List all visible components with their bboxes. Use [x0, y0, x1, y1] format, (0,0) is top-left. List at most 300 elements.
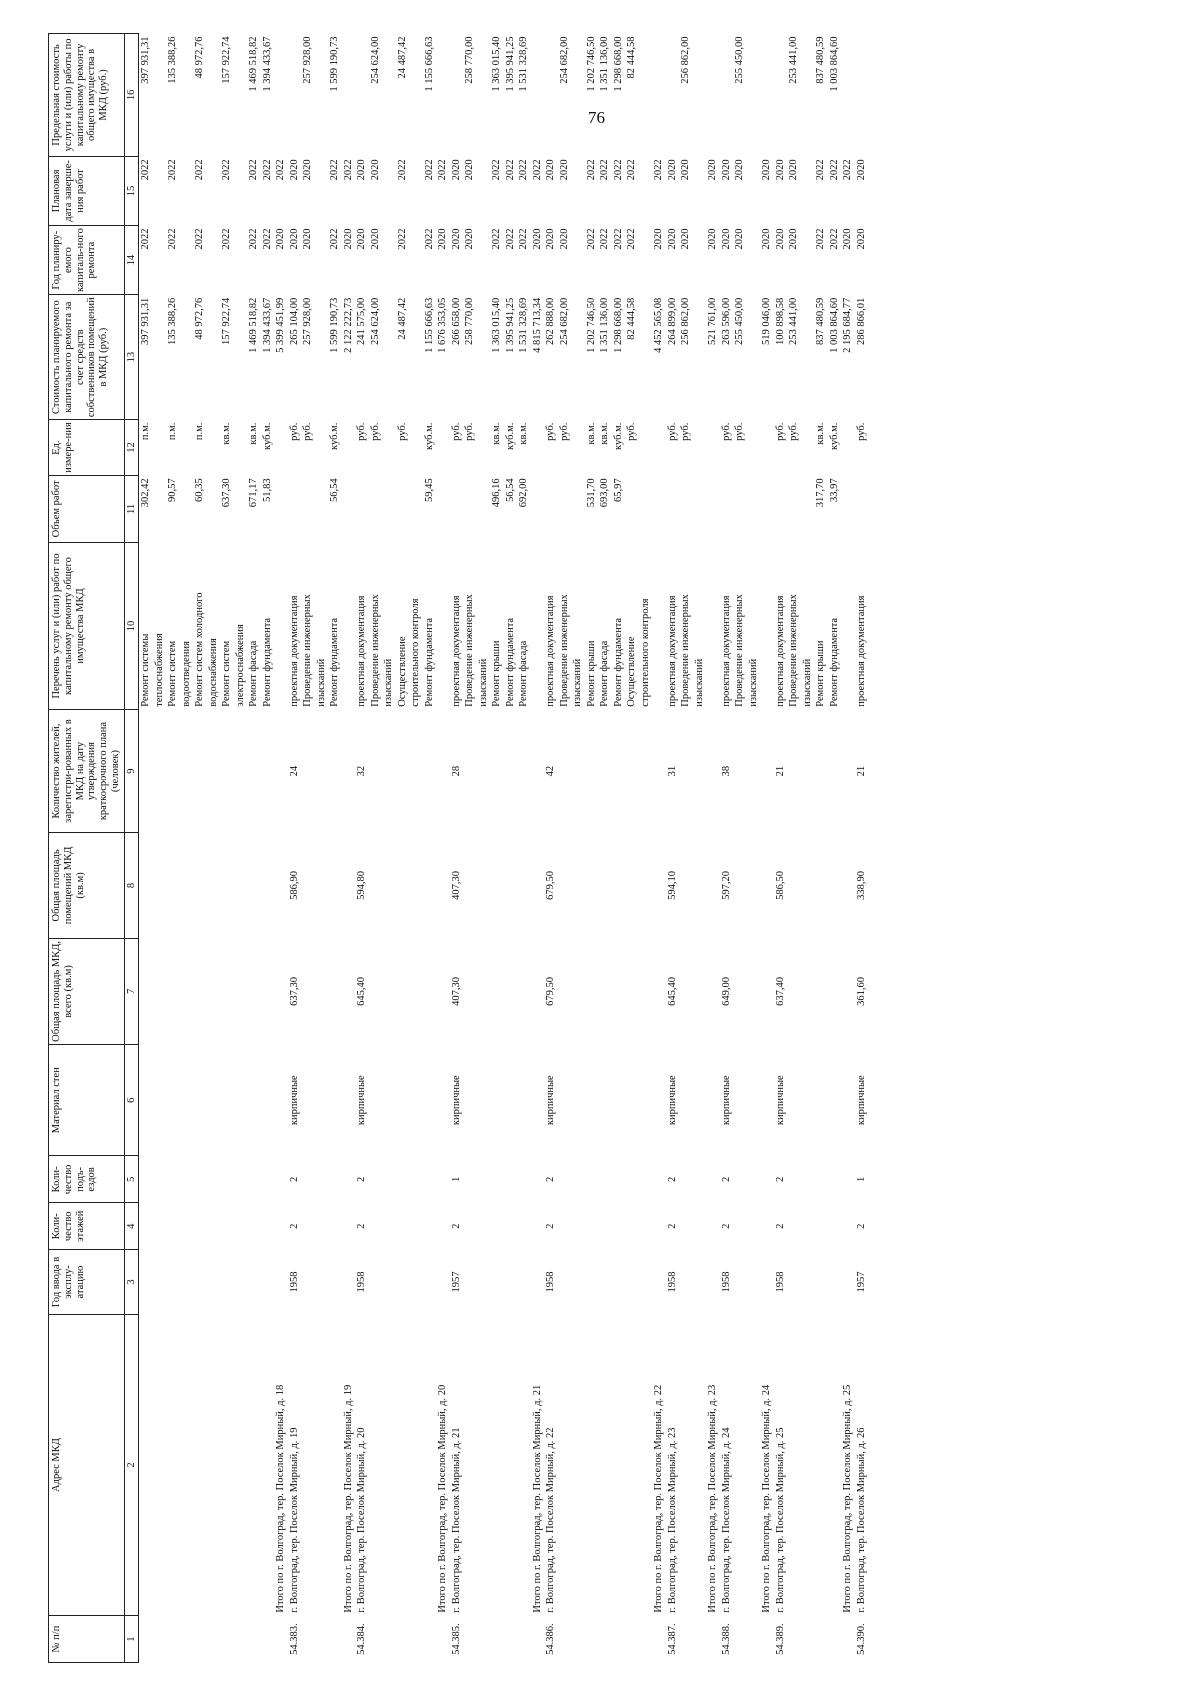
column-number-row [124, 34, 139, 1663]
colnum-12: 12 [124, 420, 139, 476]
address-cell: Итого по г. Волгоград, тер. Поселок Мирный, д. 25 [842, 1384, 854, 1613]
repair-year-cell: 2020 [707, 228, 719, 250]
repair-year-cell: 2020 2020 2022 2022 2022 2022 [545, 228, 638, 250]
unit-cell [706, 420, 720, 476]
completion-date-cell: 2022 [531, 159, 543, 181]
header-num: № п/п [49, 1616, 125, 1663]
address-cell: г. Волгоград, тер. Поселок Мирный, д. 21 [450, 1427, 462, 1613]
volume-cell: 59,45 [423, 478, 435, 503]
volume-cell [531, 475, 545, 542]
residents-cell: 31 [666, 765, 678, 777]
colnum-16: 16 [124, 34, 139, 157]
year-built-cell [706, 1250, 720, 1315]
address-cell: Итого по г. Волгоград, тер. Поселок Мирный, д. 23 [707, 1384, 719, 1613]
volume-cell: 56,54 [329, 478, 341, 503]
entrances-cell: 1 [855, 1176, 867, 1183]
wall-material-cell: кирпичные [720, 1075, 732, 1126]
table-row [855, 34, 869, 1663]
limit-cost-cell [274, 34, 288, 157]
volume-cell [841, 475, 855, 542]
completion-date-cell: 2020 2020 [666, 159, 692, 181]
volume-cell: 496,16 56,54 692,00 [491, 478, 530, 508]
limit-cost-cell [706, 34, 720, 157]
premises-area-cell [139, 832, 275, 938]
wall-material-cell: кирпичные [450, 1075, 462, 1126]
address-cell: Итого по г. Волгоград, тер. Поселок Мирный, д. 20 [437, 1384, 449, 1613]
volume-cell [436, 475, 450, 542]
total-area-cell [652, 938, 666, 1044]
completion-date-cell: 2020 2020 2022 2022 2022 [450, 159, 530, 181]
completion-date-cell: 2020 2020 2022 2022 2022 2022 [545, 159, 638, 181]
wall-material-cell [652, 1044, 666, 1156]
entrances-cell [706, 1156, 720, 1203]
table-body [139, 34, 869, 1663]
premises-area-cell [652, 832, 666, 938]
cost-cell: 1 676 353,05 [437, 297, 449, 353]
entrances-cell: 2 [545, 1176, 557, 1183]
completion-date-cell: 2022 [275, 159, 287, 181]
repair-year-cell: 2020 2020 [720, 228, 746, 250]
repair-year-cell: 2020 [531, 228, 543, 250]
header-total-area: Общая площадь МКД, всего (кв.м) [49, 938, 125, 1044]
year-built-cell: 1958 [720, 1271, 732, 1293]
unit-cell: руб. руб. [666, 422, 692, 441]
colnum-5: 5 [124, 1156, 139, 1203]
entrances-cell [342, 1156, 356, 1203]
header-row [49, 34, 125, 1663]
completion-date-cell: 2020 2020 2022 2022 [774, 159, 840, 181]
limit-cost-cell: 257 928,00 1 599 190,73 [302, 36, 341, 92]
unit-cell [652, 420, 666, 476]
wall-material-cell [342, 1044, 356, 1156]
wall-material-cell [274, 1044, 288, 1156]
volume-cell [342, 475, 356, 542]
unit-cell: руб. руб. руб. куб.м. [356, 422, 435, 450]
wall-material-cell: кирпичные [855, 1075, 867, 1126]
entrances-cell [436, 1156, 450, 1203]
header-cost: Стоимость планируемого капитального ремонта за счет средств собственников помещений в МКД (руб.) [49, 295, 125, 420]
volume-cell [274, 475, 288, 542]
unit-cell [531, 420, 545, 476]
table-row [342, 34, 356, 1663]
floors-cell: 2 [666, 1223, 678, 1229]
table-row [288, 34, 342, 1663]
limit-cost-cell: 253 441,00 837 480,59 1 003 864,60 [788, 36, 840, 92]
works-list-cell: проектная документация Проведение инженерных изысканий Ремонт крыши Ремонт фундамента [774, 594, 840, 707]
total-area-cell: 679,50 [545, 976, 557, 1006]
residents-cell: 24 [288, 765, 300, 777]
year-built-cell [342, 1250, 356, 1315]
unit-cell: п.м. п.м. п.м. кв.м. кв.м. куб.м. [140, 422, 273, 450]
limit-cost-cell: 258 770,00 1 363 015,40 1 395 941,25 1 531 328,69 [464, 36, 530, 92]
wall-material-cell [139, 1044, 275, 1156]
year-built-cell [652, 1250, 666, 1315]
completion-date-cell: 2020 2020 [720, 159, 746, 181]
works-list-cell: проектная документация Проведение инженерных изысканий Ремонт фундамента [288, 594, 341, 707]
repair-year-cell: 2020 2020 2022 [288, 228, 341, 250]
floors-cell: 2 [774, 1223, 786, 1229]
wall-material-cell [531, 1044, 545, 1156]
unit-cell: руб. [855, 422, 867, 441]
table-row [706, 34, 720, 1663]
unit-cell: руб. руб. куб.м. [288, 422, 341, 450]
residents-cell [342, 710, 356, 833]
header-completion-date: Плановая дата заверше-ния работ [49, 156, 125, 225]
year-built-cell [139, 1250, 275, 1315]
premises-area-cell [274, 832, 288, 938]
floors-cell [531, 1203, 545, 1250]
volume-cell: 531,70 693,00 65,97 [585, 478, 624, 508]
volume-cell [855, 475, 869, 542]
wall-material-cell: кирпичные [356, 1075, 368, 1126]
completion-date-cell: 2022 [653, 159, 665, 181]
cost-cell: 397 931,31 135 388,26 48 972,76 157 922,74 1 469 518,82 1 394 433,67 [140, 297, 273, 353]
total-area-cell [274, 938, 288, 1044]
total-area-cell [436, 938, 450, 1044]
works-list-cell: проектная документация Проведение инженерных изысканий Осуществление строительного контроля Ремонт фундамента [356, 594, 435, 707]
header-repair-year: Год планиру-емого капиталь-ного ремонта [49, 226, 125, 295]
limit-cost-cell [342, 34, 356, 157]
repair-year-cell: 2020 [275, 228, 287, 250]
premises-area-cell: 586,50 [774, 871, 786, 900]
row-number [139, 1616, 275, 1663]
colnum-13: 13 [124, 295, 139, 420]
total-area-cell: 407,30 [450, 976, 462, 1006]
completion-date-cell: 2020 [761, 159, 773, 181]
colnum-8: 8 [124, 832, 139, 938]
residents-cell [139, 710, 275, 833]
address-cell: г. Волгоград, тер. Поселок Мирный, д. 24 [720, 1427, 732, 1613]
limit-cost-cell [436, 34, 450, 157]
year-built-cell [531, 1250, 545, 1315]
header-premises-area: Общая площадь помещений МКД (кв.м) [49, 832, 125, 938]
total-area-cell: 637,40 [774, 976, 786, 1006]
floors-cell [706, 1203, 720, 1250]
table-row [274, 34, 288, 1663]
residents-cell [706, 710, 720, 833]
limit-cost-cell [652, 34, 666, 157]
total-area-cell [531, 938, 545, 1044]
colnum-3: 3 [124, 1250, 139, 1315]
total-area-cell [706, 938, 720, 1044]
entrances-cell: 2 [356, 1176, 368, 1183]
unit-cell [760, 420, 774, 476]
row-number [652, 1616, 666, 1663]
total-area-cell [139, 938, 275, 1044]
residents-cell: 21 [855, 765, 867, 777]
year-built-cell [760, 1250, 774, 1315]
colnum-7: 7 [124, 938, 139, 1044]
colnum-2: 2 [124, 1314, 139, 1615]
year-built-cell [436, 1250, 450, 1315]
table-row [760, 34, 774, 1663]
floors-cell [841, 1203, 855, 1250]
row-number [274, 1616, 288, 1663]
residents-cell [274, 710, 288, 833]
header-unit: Ед. измере-ния [49, 420, 125, 476]
works-list-cell: проектная документация Проведение инженерных изысканий [666, 594, 705, 707]
colnum-4: 4 [124, 1203, 139, 1250]
volume-cell [652, 475, 666, 542]
header-entrances: Коли-чество подъ-ездов [49, 1156, 125, 1203]
unit-cell [342, 420, 356, 476]
wall-material-cell [841, 1044, 855, 1156]
total-area-cell [760, 938, 774, 1044]
residents-cell: 38 [720, 765, 732, 777]
residents-cell: 42 [545, 765, 557, 777]
floors-cell [760, 1203, 774, 1250]
volume-cell [720, 475, 761, 542]
works-list-cell: Ремонт системы теплоснабжения Ремонт систем водоотведения Ремонт систем холодного водоснабжения Ремонт систем электроснабжения Ремонт фасада Ремонт фундамента [140, 592, 273, 707]
completion-date-cell: 2020 [707, 159, 719, 181]
repair-year-cell: 2020 [855, 228, 867, 250]
residents-cell [652, 710, 666, 833]
entrances-cell: 2 [774, 1176, 786, 1183]
row-number: 54.386. [545, 1623, 557, 1655]
header-wall-material: Материал стен [49, 1044, 125, 1156]
table-row [652, 34, 666, 1663]
cost-cell: 264 899,00 256 862,00 [666, 297, 692, 345]
cost-cell: 2 195 684,77 [842, 297, 854, 353]
completion-date-cell: 2022 2022 2022 2022 2022 2022 [140, 159, 273, 181]
premises-area-cell: 338,90 [855, 871, 867, 900]
volume-cell [666, 475, 707, 542]
limit-cost-cell [531, 34, 545, 157]
address-cell: г. Волгоград, тер. Поселок Мирный, д. 22 [545, 1427, 557, 1613]
header-floors: Коли-чество этажей [49, 1203, 125, 1250]
unit-cell [274, 420, 288, 476]
premises-area-cell: 586,90 [288, 871, 300, 900]
repair-year-cell: 2020 [342, 228, 354, 250]
floors-cell [342, 1203, 356, 1250]
wall-material-cell [760, 1044, 774, 1156]
row-number: 54.385. [450, 1623, 462, 1655]
floors-cell [436, 1203, 450, 1250]
floors-cell: 2 [288, 1223, 300, 1229]
completion-date-cell: 2022 [842, 159, 854, 181]
header-residents: Количество жителей, зарегистри-рованных в МКД на дату утверждения краткосрочного плана (человек) [49, 710, 125, 833]
year-built-cell: 1958 [774, 1271, 786, 1293]
premises-area-cell: 597,20 [720, 871, 732, 900]
row-number: 54.390. [855, 1623, 867, 1655]
works-list-cell: проектная документация Проведение инженерных изысканий [720, 594, 759, 707]
works-list-cell [531, 542, 545, 709]
row-number [436, 1616, 450, 1663]
floors-cell: 2 [545, 1223, 557, 1229]
unit-cell: руб. руб. кв.м. куб.м. кв.м. [450, 422, 530, 450]
entrances-cell [760, 1156, 774, 1203]
capital-repair-table [48, 33, 868, 1663]
wall-material-cell: кирпичные [774, 1075, 786, 1126]
repair-year-cell: 2020 [437, 228, 449, 250]
repair-year-cell: 2020 [761, 228, 773, 250]
premises-area-cell [760, 832, 774, 938]
row-number: 54.384. [356, 1623, 368, 1655]
address-cell: г. Волгоград, тер. Поселок Мирный, д. 25 [774, 1427, 786, 1613]
floors-cell [139, 1203, 275, 1250]
floors-cell: 2 [855, 1223, 867, 1229]
works-list-cell: проектная документация Проведение инженерных изысканий Ремонт крыши Ремонт фасада Ремонт фундамента Осуществление строительного контроля [545, 594, 651, 707]
limit-cost-cell: 256 862,00 [680, 36, 692, 84]
entrances-cell: 1 [450, 1176, 462, 1183]
wall-material-cell: кирпичные [545, 1075, 557, 1126]
row-number: 54.383. [288, 1623, 300, 1655]
volume-cell [706, 475, 720, 542]
limit-cost-cell: 397 931,31 135 388,26 48 972,76 157 922,74 1 469 518,82 1 394 433,67 [140, 36, 273, 92]
premises-area-cell: 594,10 [666, 871, 678, 900]
address-cell: г. Волгоград, тер. Поселок Мирный, д. 23 [666, 1427, 678, 1613]
table-row [450, 34, 531, 1663]
colnum-15: 15 [124, 156, 139, 225]
cost-cell: 519 046,00 [761, 297, 773, 345]
year-built-cell: 1958 [356, 1271, 368, 1293]
table-row [139, 34, 275, 1663]
cost-cell: 100 898,58 253 441,00 837 480,59 1 003 864,60 [774, 297, 840, 353]
unit-cell: руб. руб. кв.м. кв.м. куб.м. руб. [545, 422, 638, 450]
table-row [841, 34, 855, 1663]
completion-date-cell: 2022 [342, 159, 354, 181]
works-list-cell: проектная документация Проведение инженерных изысканий Ремонт крыши Ремонт фундамента Ремонт фасада [450, 594, 530, 707]
row-number [706, 1616, 720, 1663]
works-list-cell [436, 542, 450, 709]
works-list-cell [706, 542, 720, 709]
limit-cost-cell [841, 34, 855, 157]
volume-cell: 317,70 33,97 [815, 478, 840, 508]
cost-cell: 265 104,00 257 928,00 1 599 190,73 [288, 297, 341, 353]
address-cell: Итого по г. Волгоград, тер. Поселок Мирный, д. 24 [761, 1384, 773, 1613]
cost-cell: 266 658,00 258 770,00 1 363 015,40 1 395 941,25 1 531 328,69 [450, 297, 530, 353]
header-works: Перечень услуг и (или) работ по капитальному ремонту общего имущества МКД [49, 542, 125, 709]
cost-cell: 4 815 713,34 [531, 297, 543, 353]
year-built-cell: 1958 [666, 1271, 678, 1293]
year-built-cell: 1957 [450, 1271, 462, 1293]
row-number [841, 1616, 855, 1663]
repair-year-cell: 2020 2020 2022 2022 [774, 228, 840, 250]
residents-cell [436, 710, 450, 833]
colnum-9: 9 [124, 710, 139, 833]
volume-cell [760, 475, 774, 542]
cost-cell: 262 888,00 254 682,00 1 202 746,50 1 351 136,00 1 298 668,00 82 444,58 [545, 297, 638, 353]
repair-year-cell: 2020 [653, 228, 665, 250]
premises-area-cell: 679,50 [545, 871, 557, 900]
completion-date-cell: 2022 [437, 159, 449, 181]
premises-area-cell [841, 832, 855, 938]
unit-cell [436, 420, 450, 476]
total-area-cell: 645,40 [666, 976, 678, 1006]
table-row [531, 34, 545, 1663]
entrances-cell: 2 [720, 1176, 732, 1183]
unit-cell [841, 420, 855, 476]
total-area-cell: 649,00 [720, 976, 732, 1006]
colnum-11: 11 [124, 475, 139, 542]
works-list-cell [274, 542, 288, 709]
entrances-cell [531, 1156, 545, 1203]
table-row [720, 34, 761, 1663]
floors-cell [274, 1203, 288, 1250]
wall-material-cell [436, 1044, 450, 1156]
completion-date-cell: 2020 [855, 159, 867, 181]
page-number: 76 [588, 108, 605, 127]
table-row [355, 34, 436, 1663]
wall-material-cell [706, 1044, 720, 1156]
premises-area-cell [436, 832, 450, 938]
header-year: Год ввода в эксплу-атацию [49, 1250, 125, 1315]
works-list-cell [652, 542, 666, 709]
volume-cell: 302,42 90,57 60,35 637,30 671,17 51,83 [140, 478, 273, 508]
total-area-cell [342, 938, 356, 1044]
residents-cell [841, 710, 855, 833]
floors-cell: 2 [356, 1223, 368, 1229]
colnum-14: 14 [124, 226, 139, 295]
floors-cell [652, 1203, 666, 1250]
year-built-cell: 1958 [545, 1271, 557, 1293]
premises-area-cell [342, 832, 356, 938]
table-row [666, 34, 707, 1663]
address-cell: Итого по г. Волгоград, тер. Поселок Мирный, д. 19 [342, 1384, 354, 1613]
cost-cell: 5 399 451,99 [275, 297, 287, 353]
address-cell: г. Волгоград, тер. Поселок Мирный, д. 20 [356, 1427, 368, 1613]
works-list-cell [841, 542, 855, 709]
table-row [774, 34, 842, 1663]
row-number: 54.389. [774, 1623, 786, 1655]
address-cell [139, 1314, 275, 1615]
works-list-cell [760, 542, 774, 709]
repair-year-cell: 2020 2020 2022 2022 2022 [450, 228, 530, 250]
floors-cell: 2 [720, 1223, 732, 1229]
entrances-cell: 2 [288, 1176, 300, 1183]
address-cell: г. Волгоград, тер. Поселок Мирный, д. 19 [288, 1427, 300, 1613]
address-cell: Итого по г. Волгоград, тер. Поселок Мирный, д. 18 [275, 1384, 287, 1613]
cost-cell: 2 122 222,73 [342, 297, 354, 353]
residents-cell [531, 710, 545, 833]
completion-date-cell: 2020 2020 2022 2022 [356, 159, 435, 181]
cost-cell: 263 596,00 255 450,00 [720, 297, 746, 345]
address-cell: Итого по г. Волгоград, тер. Поселок Мирный, д. 22 [653, 1384, 665, 1613]
cost-cell: 4 452 565,08 [653, 297, 665, 353]
total-area-cell: 645,40 [356, 976, 368, 1006]
premises-area-cell: 407,30 [450, 871, 462, 900]
floors-cell: 2 [450, 1223, 462, 1229]
table-row [544, 34, 652, 1663]
repair-year-cell: 2022 2022 2022 2022 2022 2022 [140, 228, 273, 250]
colnum-1: 1 [124, 1616, 139, 1663]
total-area-cell: 361,60 [855, 976, 867, 1006]
residents-cell: 21 [774, 765, 786, 777]
header-volume: Объем работ [49, 475, 125, 542]
limit-cost-cell: 255 450,00 [734, 36, 746, 84]
limit-cost-cell [760, 34, 774, 157]
row-number [531, 1616, 545, 1663]
unit-cell: руб. руб. [720, 422, 746, 441]
entrances-cell [652, 1156, 666, 1203]
table-row [436, 34, 450, 1663]
residents-cell: 32 [356, 765, 368, 777]
year-built-cell: 1957 [855, 1271, 867, 1293]
premises-area-cell: 594,80 [356, 871, 368, 900]
colnum-10: 10 [124, 542, 139, 709]
wall-material-cell: кирпичные [666, 1075, 678, 1126]
works-list-cell: проектная документация [855, 595, 867, 707]
wall-material-cell: кирпичные [288, 1075, 300, 1126]
address-cell: Итого по г. Волгоград, тер. Поселок Мирный, д. 21 [531, 1384, 543, 1613]
entrances-cell [274, 1156, 288, 1203]
row-number [342, 1616, 356, 1663]
address-cell: г. Волгоград, тер. Поселок Мирный, д. 26 [855, 1427, 867, 1613]
cost-cell: 521 761,00 [707, 297, 719, 345]
residents-cell: 28 [450, 765, 462, 777]
rotated-table-container [48, 33, 1178, 1663]
cost-cell: 241 575,00 254 624,00 24 487,42 1 155 666,63 [356, 297, 435, 353]
